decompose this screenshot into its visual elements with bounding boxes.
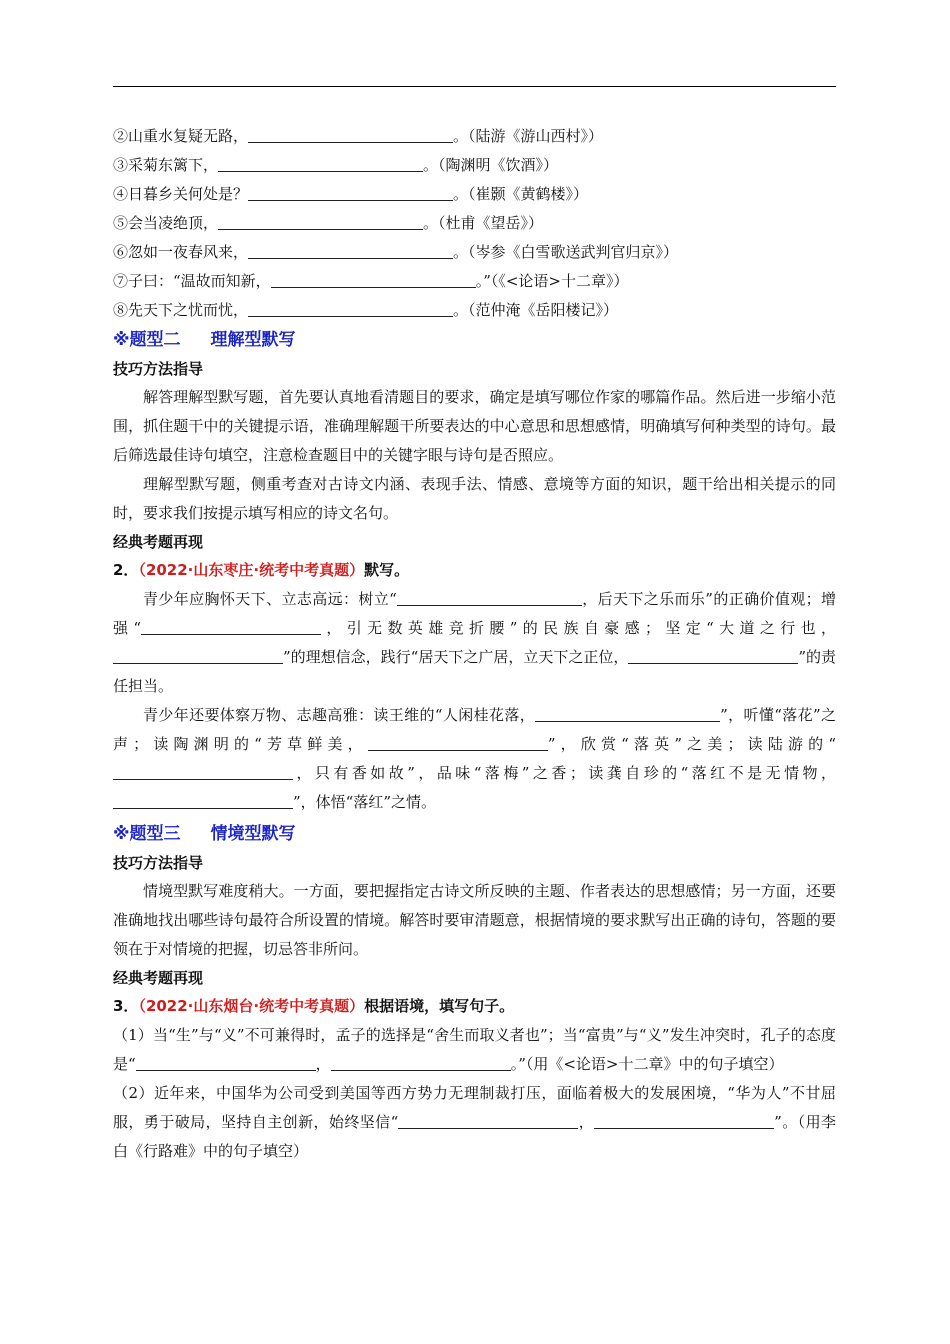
item-text: 日暮乡关何处是？ bbox=[128, 185, 249, 203]
text-run: ”。（用李白《行路难》中的句子填空） bbox=[113, 1113, 836, 1160]
item-source: 。（杜甫《望岳》） bbox=[423, 214, 544, 232]
header-rule bbox=[113, 86, 836, 87]
item-number: ⑥ bbox=[113, 243, 129, 261]
answer-blank[interactable] bbox=[248, 126, 453, 143]
list-item bbox=[113, 151, 836, 180]
item-number: ⑦ bbox=[113, 272, 129, 290]
list-item bbox=[113, 122, 836, 151]
text-run: ， bbox=[315, 1055, 331, 1073]
question-header bbox=[113, 992, 836, 1021]
answer-blank[interactable] bbox=[397, 589, 582, 606]
item-source: 。（岑参《白雪歌送武判官归京》） bbox=[453, 243, 679, 261]
item-text: 先天下之忧而忧， bbox=[128, 301, 249, 319]
exam-heading: 经典考题再现 bbox=[113, 969, 204, 987]
answer-blank[interactable] bbox=[113, 647, 283, 664]
text-run: ，引无数英雄竞折腰”的民族自豪感；坚定“大道之行也， bbox=[321, 619, 837, 637]
text-run: ”的理想信念，践行“居天下之广居，立天下之正位， bbox=[283, 648, 629, 666]
section-mark: ※题型三 bbox=[113, 824, 181, 844]
list-item bbox=[113, 296, 836, 325]
section-name: 情境型默写 bbox=[210, 824, 296, 844]
document-page bbox=[113, 122, 836, 1166]
text-run: ， bbox=[578, 1113, 595, 1131]
text-run: ”的责任担当。 bbox=[113, 648, 837, 695]
item-source: 。（陶渊明《饮酒》） bbox=[423, 156, 559, 174]
question-paragraph bbox=[113, 585, 836, 701]
item-source: 。（崔颢《黄鹤楼》） bbox=[453, 185, 589, 203]
item-text: 采菊东篱下， bbox=[128, 156, 219, 174]
text-run: 青少年还要体察万物、志趣高雅：读王维的“人闲桂花落， bbox=[143, 706, 536, 724]
recitation-list bbox=[113, 122, 836, 325]
section-title bbox=[113, 819, 836, 849]
item-number: ③ bbox=[113, 156, 129, 174]
answer-blank[interactable] bbox=[368, 734, 548, 751]
sub-question bbox=[113, 1021, 836, 1079]
text-run: 。”（用《<论语>十二章》中的句子填空） bbox=[510, 1055, 784, 1073]
answer-blank[interactable] bbox=[271, 271, 476, 288]
method-paragraph: 解答理解型默写题，首先要认真地看清题目的要求，确定是填写哪位作家的哪篇作品。然后进一步缩小范围，抓住题干中的关键提示语，准确理解题干所要表达的中心意思和思想感情，明确填写何种类型的诗句。最后筛选最佳诗句填空，注意检查题目中的关键字眼与诗句是否照应。 bbox=[113, 388, 836, 464]
section-title bbox=[113, 325, 836, 355]
text-run: ，只有香如故”，品味“落梅”之香；读龚自珍的“落红不是无情物， bbox=[293, 764, 836, 782]
answer-blank[interactable] bbox=[535, 705, 720, 722]
item-number: ⑧ bbox=[113, 301, 129, 319]
answer-blank[interactable] bbox=[628, 647, 798, 664]
text-run: ，后天下之乐而乐”的正确价值观；增强“ bbox=[113, 590, 837, 637]
answer-blank[interactable] bbox=[248, 242, 453, 259]
question-source: （2022·山东烟台·统考中考真题） bbox=[138, 997, 365, 1015]
question-prompt: 根据语境，填写句子。 bbox=[364, 997, 515, 1015]
answer-blank[interactable] bbox=[113, 792, 293, 809]
method-heading: 技巧方法指导 bbox=[113, 854, 204, 872]
item-number: ④ bbox=[113, 185, 129, 203]
method-paragraph: 情境型默写难度稍大。一方面，要把握指定古诗文所反映的主题、作者表达的思想感情；另一方面，还要准确地找出哪些诗句最符合所设置的情境。解答时要审清题意，根据情境的要求默写出正确的诗句，答题的要领在于对情境的把握，切忌答非所问。 bbox=[113, 882, 836, 958]
question-paragraph bbox=[113, 701, 836, 817]
text-run: 青少年应胸怀天下、立志高远：树立“ bbox=[143, 590, 397, 608]
section-mark: ※题型二 bbox=[113, 330, 181, 350]
answer-blank[interactable] bbox=[136, 1054, 316, 1071]
text-run: ”，体悟“落红”之情。 bbox=[293, 793, 437, 811]
text-run: （1）当“生”与“义”不可兼得时，孟子的选择是“舍生而取义者也”；当“富贵”与“义”发生冲突时，孔子的态度是“ bbox=[113, 1026, 836, 1073]
item-source: 。（陆游《游山西村》） bbox=[453, 127, 604, 145]
question-number: 3． bbox=[113, 997, 139, 1015]
answer-blank[interactable] bbox=[248, 184, 453, 201]
answer-blank[interactable] bbox=[398, 1112, 578, 1129]
answer-blank[interactable] bbox=[248, 300, 453, 317]
item-number: ② bbox=[113, 127, 129, 145]
question-prompt: 默写。 bbox=[364, 561, 410, 579]
item-number: ⑤ bbox=[113, 214, 129, 232]
list-item bbox=[113, 180, 836, 209]
item-text: 山重水复疑无路， bbox=[128, 127, 249, 145]
list-item bbox=[113, 267, 836, 296]
answer-blank[interactable] bbox=[113, 763, 293, 780]
item-text: 会当凌绝顶， bbox=[128, 214, 219, 232]
question-header bbox=[113, 556, 836, 585]
item-text: 忽如一夜春风来， bbox=[128, 243, 249, 261]
answer-blank[interactable] bbox=[331, 1054, 511, 1071]
answer-blank[interactable] bbox=[218, 155, 423, 172]
list-item bbox=[113, 238, 836, 267]
method-heading: 技巧方法指导 bbox=[113, 360, 204, 378]
sub-question bbox=[113, 1079, 836, 1166]
answer-blank[interactable] bbox=[218, 213, 423, 230]
answer-blank[interactable] bbox=[141, 618, 321, 635]
item-text: 子曰：“温故而知新， bbox=[128, 272, 271, 290]
item-source: 。（范仲淹《岳阳楼记》） bbox=[453, 301, 619, 319]
item-source: 。”（《<论语>十二章》） bbox=[475, 272, 629, 290]
exam-heading: 经典考题再现 bbox=[113, 533, 204, 551]
answer-blank[interactable] bbox=[594, 1112, 774, 1129]
question-number: 2． bbox=[113, 561, 139, 579]
section-name: 理解型默写 bbox=[210, 330, 296, 350]
list-item bbox=[113, 209, 836, 238]
text-run: （2）近年来，中国华为公司受到美国等西方势力无理制裁打压，面临着极大的发展困境，“华为人”不甘屈服，勇于破局，坚持自主创新，始终坚信“ bbox=[113, 1084, 836, 1131]
method-paragraph: 理解型默写题，侧重考查对古诗文内涵、表现手法、情感、意境等方面的知识，题干给出相关提示的同时，要求我们按提示填写相应的诗文名句。 bbox=[113, 475, 836, 522]
text-run: ”，欣赏“落英”之美；读陆游的“ bbox=[547, 735, 836, 753]
text-run: ”，听懂“落花”之声；读陶渊明的“芳草鲜美， bbox=[113, 706, 836, 753]
question-source: （2022·山东枣庄·统考中考真题） bbox=[138, 561, 365, 579]
